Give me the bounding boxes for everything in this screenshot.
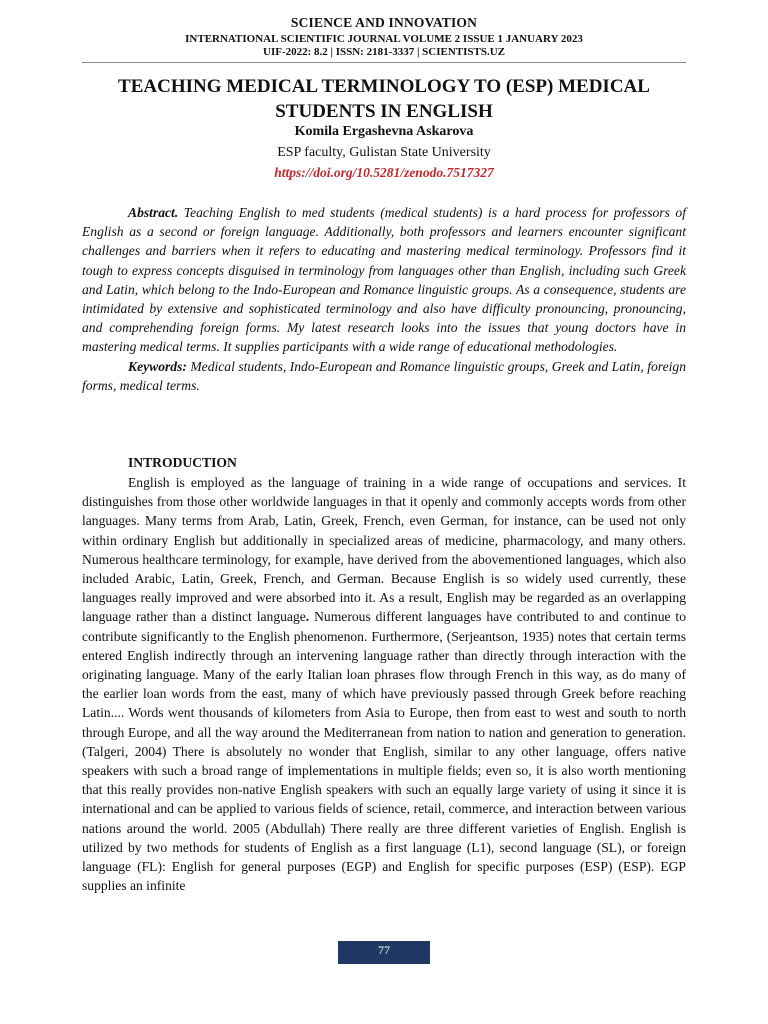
intro-text-part1: English is employed as the language of training in a wide range of occupations and services. It distinguishes from those other worldwide languages in that it openly and commonly accepts words from other languages. Many terms from Arab, Latin, Greek, French, even German, for instance, can be used not only within ordinary English but additionally in specialized areas of medicine, pharmacology, and many others. Numerous healthcare terminology, for example, have derived from the abovementioned languages, which also included Arabic, Latin, Greek, French, and German. Because English is so widely used currently, these languages really improved and were absorbed into it. As a result, English may be regarded as an overlapping language rather than a distinct language (82, 475, 686, 625)
intro-bold-period: . (305, 609, 310, 625)
journal-name: SCIENCE AND INNOVATION (290, 15, 478, 30)
keywords-text: Medical students, Indo-European and Romance linguistic groups, Greek and Latin, foreign forms, medical terms. (82, 358, 686, 393)
introduction-heading: INTRODUCTION (128, 455, 237, 470)
article-title: TEACHING MEDICAL TERMINOLOGY TO (ESP) MEDICAL STUDENTS IN ENGLISH (118, 76, 650, 122)
abstract-label: Abstract. (128, 205, 179, 220)
header-divider (82, 62, 686, 63)
keywords-label: Keywords: (128, 358, 187, 374)
doi-link[interactable]: https://doi.org/10.5281/zenodo.7517327 (274, 165, 494, 180)
intro-text-part2: Numerous different languages have contributed to and continue to contribute significantly to the English phenomenon. Furthermore, (Serjeantson, 1935) notes that certain terms entered English indirectly through an intervening language rather than directly through interaction with the originating language. Many of the early Italian loan phrases flow through French in this way, as do many of the earlier loan words from the east, many of which have previously passed through Greek before reaching Latin.... Words went thousands of kilometers from Asia to Europe, then from east to west and south to north through Europe, and all the way around the Mediterranean from nation to nation and generation to generation. (Talgeri, 2004) There is absolutely no wonder that English, similar to any other language, offers native speakers with such a broad range of implementations in multiple fields; even so, it is also worth mentioning that this really provides non-native English speakers with such an equally large variety of using it since it is international and can be applied to various fields of science, retail, commerce, and interaction between various nations around the world. 2005 (Abdullah) There really are three different varieties of English. English is utilized by two methods for students of English as a first language (L1), second language (SL), or foreign language (FL): English for general purposes (EGP) and English for specific purposes (ESP) (ESP). EGP supplies an infinite (82, 609, 686, 894)
author-name: Komila Ergashevna Askarova (294, 124, 474, 139)
abstract-text: Teaching English to med students (medical students) is a hard process for professors of English as a second or foreign language. Additionally, both professors and learners encounter significant challenges and barriers when it refers to educating and mastering medical terminology. Professors find it tough to express concepts disguised in terminology from languages other than English, including such Greek and Latin, which belong to the Indo-European and Romance linguistic groups. As a consequence, students are intimidated by extensive and sophisticated terminology and also have difficulty pronouncing, pronouncing, and comprehending foreign forms. My latest research looks into the issues that young doctors have in mastering medical terms. It supplies participants with a wide range of educational methodologies. (82, 205, 686, 355)
page-number-badge: 77 (338, 941, 430, 964)
journal-ids-line: UIF-2022: 8.2 | ISSN: 2181-3337 | SCIENTISTS.UZ (263, 46, 505, 58)
author-affiliation: ESP faculty, Gulistan State University (277, 145, 491, 160)
journal-issue-line: INTERNATIONAL SCIENTIFIC JOURNAL VOLUME 2 ISSUE 1 JANUARY 2023 (185, 33, 583, 45)
abstract-paragraph (82, 203, 686, 357)
keywords-paragraph (82, 357, 686, 395)
abstract-section (82, 203, 686, 395)
introduction-body (82, 473, 686, 895)
introduction-paragraph (82, 473, 686, 895)
